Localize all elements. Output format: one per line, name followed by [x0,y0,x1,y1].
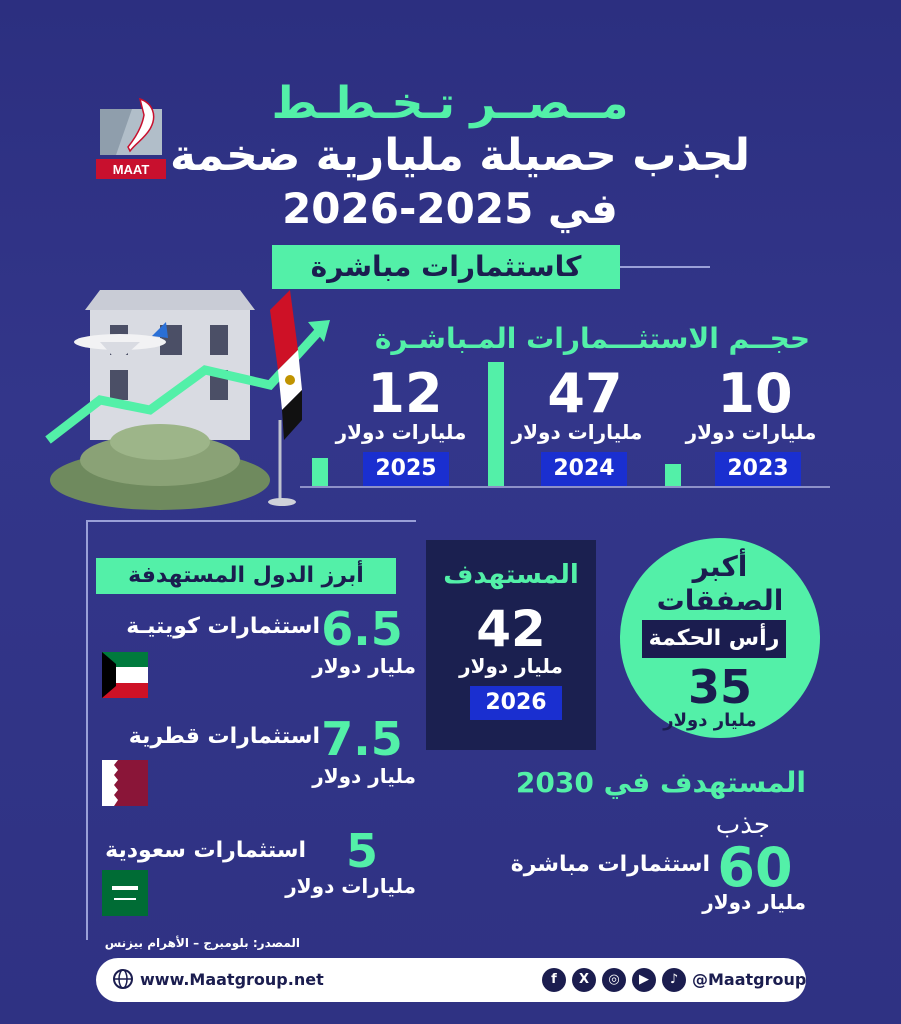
social-handle[interactable]: @Maatgroup [692,970,807,989]
source-note: المصدر: بلومبرج – الأهرام بيزنس [104,936,300,950]
x-icon[interactable]: X [572,968,596,992]
fdi-title: حجــم الاستثـــمارات المـباشـرة [374,322,810,355]
title-line-3: في 2025-2026 [282,184,618,233]
direct-investment-badge: كاستثمارات مباشرة [272,245,620,289]
kuwait-flag-icon [102,652,148,698]
saudi-flag-icon [102,870,148,916]
target-2026-label: المستهدف [443,560,579,590]
biggest-deals-value: 35 [687,660,752,714]
fdi-unit-2024: مليارات دولار [511,420,643,444]
instagram-icon[interactable]: ◎ [602,968,626,992]
fdi-unit-2025: مليارات دولار [335,420,467,444]
fdi-unit-2023: مليارات دولار [685,420,817,444]
country-label-kuwait: استثمارات كويتيـة [126,614,320,639]
badge-divider [620,266,710,268]
country-unit-saudi: مليارات دولار [285,874,416,898]
biggest-deals-title [630,550,810,618]
country-value-saudi: 5 [345,824,378,878]
biggest-deals-unit: مليار دولار [663,710,757,731]
target-2030-title: المستهدف في 2030 [515,766,806,799]
title-line-1: مــصــر تـخـطـط [271,78,629,129]
country-value-qatar: 7.5 [321,712,403,766]
ras-el-hekma-label: رأس الحكمة [642,620,786,658]
biggest-deals-title-line-1: أكبر [692,550,748,583]
fdi-value-2024: 47 [547,362,623,425]
target-2026-value: 42 [476,600,546,658]
fdi-axis [300,486,830,488]
economy-illustration [40,270,340,520]
youtube-icon[interactable]: ▶ [632,968,656,992]
country-unit-qatar: مليار دولار [312,764,416,788]
country-label-saudi: استثمارات سعودية [105,838,306,863]
target-2026-year: 2026 [470,686,562,720]
target-2030-value: 60 [717,836,793,899]
fdi-bar-2025 [312,458,328,486]
central-bank-building-icon [85,290,255,440]
year-box-2023: 2023 [715,452,801,486]
target-2030-attract: جذب [715,810,770,840]
fdi-value-2023: 10 [717,362,793,425]
target-2030-label: استثمارات مباشرة [510,852,710,877]
logo-text: MAAT [112,162,150,177]
fdi-bar-2024 [488,362,504,486]
egypt-flag-icon [268,290,302,506]
globe-icon [112,968,134,990]
fdi-bar-2023 [665,464,681,486]
tiktok-icon[interactable]: ♪ [662,968,686,992]
fdi-value-2025: 12 [367,362,443,425]
country-unit-kuwait: مليار دولار [312,654,416,678]
facebook-icon[interactable]: f [542,968,566,992]
countries-title: أبرز الدول المستهدفة [96,558,396,594]
qatar-flag-icon [102,760,148,806]
website-link[interactable]: www.Maatgroup.net [140,970,324,989]
year-box-2024: 2024 [541,452,627,486]
target-2026-unit: مليار دولار [459,654,563,678]
year-box-2025: 2025 [363,452,449,486]
country-label-qatar: استثمارات قطرية [128,724,320,749]
biggest-deals-title-line-2: الصفقات [656,584,784,617]
target-2030-unit: مليار دولار [702,890,806,914]
title-line-2: لجذب حصيلة مليارية ضخمة [169,130,751,181]
country-value-kuwait: 6.5 [321,602,403,656]
